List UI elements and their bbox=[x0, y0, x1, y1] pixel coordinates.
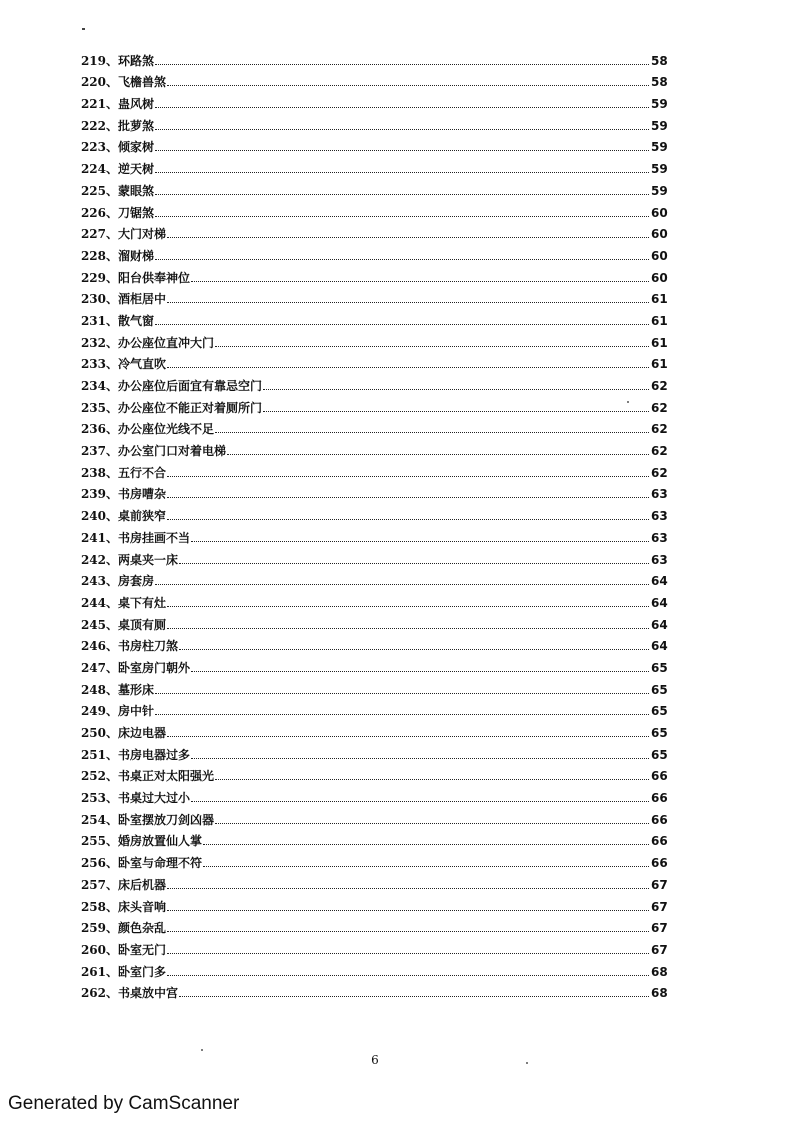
toc-entry-number: 253、 bbox=[80, 791, 118, 806]
toc-entry-title: 墓形床 bbox=[118, 682, 155, 697]
toc-entry-number: 225、 bbox=[80, 183, 118, 198]
toc-entry-number: 220、 bbox=[80, 75, 118, 90]
toc-entry-page: 65 bbox=[651, 747, 668, 762]
toc-entry[interactable] bbox=[0, 285, 793, 307]
toc-entry-page: 62 bbox=[651, 400, 668, 415]
toc-entry-title: 书桌正对太阳强光 bbox=[118, 769, 215, 784]
toc-entry-title: 书桌放中宫 bbox=[118, 986, 179, 1001]
toc-entry-title: 卧室门多 bbox=[118, 964, 167, 979]
toc-dot-leader bbox=[167, 628, 649, 629]
toc-entry-number: 221、 bbox=[80, 97, 118, 112]
toc-dot-leader bbox=[167, 910, 649, 911]
toc-entry[interactable] bbox=[0, 935, 793, 957]
toc-entry-page: 64 bbox=[651, 639, 668, 654]
toc-entry-number: 234、 bbox=[80, 379, 118, 393]
page-number: 6 bbox=[371, 1053, 379, 1067]
toc-entry[interactable] bbox=[0, 914, 793, 936]
toc-entry[interactable] bbox=[0, 762, 793, 784]
toc-dot-leader bbox=[167, 497, 649, 498]
toc-entry-title: 批萝煞 bbox=[118, 118, 155, 133]
toc-entry[interactable] bbox=[0, 610, 793, 632]
toc-entry-title: 刀锯煞 bbox=[118, 205, 155, 220]
toc-entry-number: 260、 bbox=[80, 942, 118, 957]
toc-entry[interactable] bbox=[0, 805, 793, 827]
toc-entry-title: 桌下有灶 bbox=[118, 595, 167, 610]
toc-entry-number: 251、 bbox=[80, 747, 118, 762]
toc-dot-leader bbox=[167, 302, 649, 303]
toc-entry-title: 酒柜居中 bbox=[118, 292, 167, 307]
toc-entry-number: 237、 bbox=[80, 444, 118, 459]
toc-entry-title: 房中针 bbox=[118, 704, 155, 719]
toc-dot-leader bbox=[215, 823, 649, 824]
toc-entry-number: 222、 bbox=[80, 118, 118, 133]
toc-entry[interactable] bbox=[0, 220, 793, 242]
toc-entry-number: 230、 bbox=[80, 292, 118, 307]
toc-entry[interactable] bbox=[0, 523, 793, 545]
toc-entry-page: 58 bbox=[651, 53, 668, 68]
toc-entry-page: 64 bbox=[651, 574, 668, 589]
toc-entry-page: 59 bbox=[651, 140, 668, 155]
toc-dot-leader bbox=[167, 237, 649, 238]
toc-entry[interactable] bbox=[0, 263, 793, 285]
toc-entry-title: 卧室摆放刀剑凶器 bbox=[118, 812, 215, 827]
toc-entry-page: 59 bbox=[651, 162, 668, 177]
toc-entry-number: 226、 bbox=[80, 205, 118, 220]
toc-entry-title: 阳台供奉神位 bbox=[118, 270, 191, 285]
scan-speck bbox=[201, 1049, 203, 1051]
toc-dot-leader bbox=[203, 844, 649, 845]
toc-entry-number: 257、 bbox=[80, 877, 118, 892]
toc-dot-leader bbox=[227, 454, 649, 455]
toc-entry[interactable] bbox=[0, 501, 793, 523]
toc-dot-leader bbox=[155, 194, 649, 195]
toc-dot-leader bbox=[191, 758, 649, 759]
toc-entry-title: 卧室无门 bbox=[118, 942, 167, 957]
toc-entry[interactable] bbox=[0, 436, 793, 458]
toc-entry-page: 61 bbox=[651, 313, 668, 328]
toc-entry-title: 桌顶有厕 bbox=[118, 617, 167, 632]
toc-entry-number: 250、 bbox=[80, 726, 118, 740]
toc-entry-number: 261、 bbox=[80, 964, 118, 979]
toc-entry-number: 248、 bbox=[80, 682, 118, 697]
toc-entry[interactable] bbox=[0, 718, 793, 740]
toc-entry-title: 办公座位后面宜有靠忌空门 bbox=[118, 379, 263, 393]
toc-entry-page: 67 bbox=[651, 921, 668, 936]
toc-dot-leader bbox=[179, 649, 649, 650]
toc-entry-number: 249、 bbox=[80, 704, 118, 719]
toc-entry[interactable] bbox=[0, 371, 793, 393]
toc-dot-leader bbox=[215, 779, 649, 780]
toc-entry-title: 书房电器过多 bbox=[118, 747, 191, 762]
toc-dot-leader bbox=[191, 281, 649, 282]
toc-entry-page: 60 bbox=[651, 270, 668, 285]
toc-entry-number: 238、 bbox=[80, 465, 118, 480]
toc-entry-page: 64 bbox=[651, 617, 668, 632]
toc-entry-page: 61 bbox=[651, 292, 668, 307]
toc-entry[interactable] bbox=[0, 545, 793, 567]
toc-entry-page: 68 bbox=[651, 986, 668, 1001]
toc-entry-page: 63 bbox=[651, 509, 668, 524]
toc-entry-title: 书房柱刀煞 bbox=[118, 639, 179, 654]
toc-entry-title: 书桌过大过小 bbox=[118, 791, 191, 806]
toc-entry[interactable] bbox=[0, 306, 793, 328]
toc-dot-leader bbox=[155, 324, 649, 325]
toc-entry-title: 办公室门口对着电梯 bbox=[118, 444, 227, 459]
toc-entry[interactable] bbox=[0, 848, 793, 870]
toc-entry[interactable] bbox=[0, 740, 793, 762]
toc-entry[interactable] bbox=[0, 241, 793, 263]
toc-entry-page: 66 bbox=[651, 769, 668, 784]
toc-entry-page: 66 bbox=[651, 791, 668, 806]
toc-entry-number: 246、 bbox=[80, 639, 118, 654]
toc-entry-page: 63 bbox=[651, 530, 668, 545]
toc-entry-number: 256、 bbox=[80, 856, 118, 871]
toc-entry-number: 254、 bbox=[80, 812, 118, 827]
toc-entry[interactable] bbox=[0, 328, 793, 350]
toc-entry[interactable] bbox=[0, 111, 793, 133]
toc-dot-leader bbox=[215, 346, 649, 347]
toc-entry-page: 61 bbox=[651, 357, 668, 372]
toc-entry-page: 66 bbox=[651, 812, 668, 827]
toc-entry[interactable] bbox=[0, 154, 793, 176]
toc-dot-leader bbox=[263, 411, 649, 412]
toc-entry[interactable] bbox=[0, 653, 793, 675]
toc-entry-number: 252、 bbox=[80, 769, 118, 784]
toc-entry[interactable] bbox=[0, 393, 793, 415]
toc-entry-number: 227、 bbox=[80, 227, 118, 242]
scan-mark bbox=[82, 28, 85, 30]
toc-entry-page: 67 bbox=[651, 899, 668, 914]
toc-entry-title: 床头音响 bbox=[118, 899, 167, 914]
toc-dot-leader bbox=[167, 975, 649, 976]
toc-entry-title: 床边电器 bbox=[118, 726, 167, 740]
toc-entry-page: 65 bbox=[651, 726, 668, 740]
toc-entry-title: 颜色杂乱 bbox=[118, 921, 167, 936]
toc-entry-number: 241、 bbox=[80, 530, 118, 545]
toc-entry-number: 258、 bbox=[80, 899, 118, 914]
toc-entry-page: 62 bbox=[651, 379, 668, 393]
toc-entry[interactable] bbox=[0, 892, 793, 914]
toc-entry-page: 60 bbox=[651, 227, 668, 242]
toc-entry[interactable] bbox=[0, 870, 793, 892]
toc-entry-number: 245、 bbox=[80, 617, 118, 632]
toc-dot-leader bbox=[167, 519, 649, 520]
toc-dot-leader bbox=[191, 801, 649, 802]
toc-entry-page: 58 bbox=[651, 75, 668, 90]
toc-entry-page: 62 bbox=[651, 422, 668, 437]
toc-dot-leader bbox=[179, 996, 649, 997]
toc-entry-page: 62 bbox=[651, 444, 668, 459]
toc-dot-leader bbox=[167, 367, 649, 368]
toc-entry-title: 冷气直吹 bbox=[118, 357, 167, 372]
toc-entry-number: 235、 bbox=[80, 400, 118, 415]
toc-dot-leader bbox=[167, 606, 649, 607]
toc-entry[interactable] bbox=[0, 68, 793, 90]
toc-entry-number: 239、 bbox=[80, 487, 118, 502]
toc-dot-leader bbox=[155, 216, 649, 217]
table-of-contents bbox=[0, 46, 793, 1000]
toc-entry-page: 67 bbox=[651, 877, 668, 892]
toc-entry-page: 66 bbox=[651, 834, 668, 849]
toc-entry-title: 卧室房门朝外 bbox=[118, 660, 191, 675]
toc-entry-number: 262、 bbox=[80, 986, 118, 1001]
toc-entry-title: 倾家树 bbox=[118, 140, 155, 155]
toc-dot-leader bbox=[203, 866, 649, 867]
toc-entry-title: 蒙眼煞 bbox=[118, 183, 155, 198]
toc-entry-page: 61 bbox=[651, 335, 668, 350]
toc-entry[interactable] bbox=[0, 480, 793, 502]
toc-entry-page: 67 bbox=[651, 942, 668, 957]
toc-dot-leader bbox=[155, 107, 649, 108]
toc-entry-page: 60 bbox=[651, 205, 668, 220]
toc-entry-title: 房套房 bbox=[118, 574, 155, 589]
toc-entry-number: 228、 bbox=[80, 248, 118, 263]
toc-entry[interactable] bbox=[0, 89, 793, 111]
toc-dot-leader bbox=[155, 693, 649, 694]
toc-dot-leader bbox=[215, 432, 649, 433]
toc-entry-number: 229、 bbox=[80, 270, 118, 285]
toc-entry[interactable] bbox=[0, 783, 793, 805]
toc-entry-page: 64 bbox=[651, 595, 668, 610]
toc-dot-leader bbox=[155, 150, 649, 151]
toc-entry-title: 床后机器 bbox=[118, 877, 167, 892]
toc-entry-page: 68 bbox=[651, 964, 668, 979]
toc-dot-leader bbox=[167, 85, 649, 86]
toc-entry-number: 232、 bbox=[80, 335, 118, 350]
toc-dot-leader bbox=[167, 953, 649, 954]
toc-dot-leader bbox=[167, 931, 649, 932]
toc-entry-page: 65 bbox=[651, 660, 668, 675]
toc-entry-number: 236、 bbox=[80, 422, 118, 437]
toc-entry-number: 247、 bbox=[80, 660, 118, 675]
toc-entry-title: 飞檐兽煞 bbox=[118, 75, 167, 90]
toc-entry-title: 婚房放置仙人掌 bbox=[118, 834, 203, 849]
toc-dot-leader bbox=[155, 129, 649, 130]
toc-entry-number: 231、 bbox=[80, 313, 118, 328]
toc-entry-page: 65 bbox=[651, 682, 668, 697]
toc-entry-title: 办公座位光线不足 bbox=[118, 422, 215, 437]
toc-entry[interactable] bbox=[0, 675, 793, 697]
toc-entry-page: 59 bbox=[651, 183, 668, 198]
toc-entry-number: 243、 bbox=[80, 574, 118, 589]
toc-dot-leader bbox=[167, 476, 649, 477]
toc-entry-number: 244、 bbox=[80, 595, 118, 610]
toc-entry-title: 办公座位不能正对着厕所门 bbox=[118, 400, 263, 415]
toc-dot-leader bbox=[155, 259, 649, 260]
toc-entry-page: 59 bbox=[651, 97, 668, 112]
toc-entry-title: 逆天树 bbox=[118, 162, 155, 177]
toc-dot-leader bbox=[155, 64, 649, 65]
toc-entry[interactable] bbox=[0, 827, 793, 849]
toc-entry-title: 书房挂画不当 bbox=[118, 530, 191, 545]
toc-entry-title: 环路煞 bbox=[118, 53, 155, 68]
toc-entry-page: 66 bbox=[651, 856, 668, 871]
toc-entry[interactable] bbox=[0, 458, 793, 480]
toc-dot-leader bbox=[191, 541, 649, 542]
toc-entry-page: 63 bbox=[651, 487, 668, 502]
toc-dot-leader bbox=[179, 563, 649, 564]
toc-entry[interactable] bbox=[0, 588, 793, 610]
toc-entry-title: 桌前狭窄 bbox=[118, 509, 167, 524]
toc-entry[interactable] bbox=[0, 979, 793, 1001]
camscanner-watermark: Generated by CamScanner bbox=[8, 1093, 240, 1114]
toc-dot-leader bbox=[167, 888, 649, 889]
toc-entry-page: 63 bbox=[651, 552, 668, 567]
toc-entry[interactable] bbox=[0, 133, 793, 155]
toc-entry[interactable] bbox=[0, 567, 793, 589]
toc-entry-title: 五行不合 bbox=[118, 465, 167, 480]
toc-dot-leader bbox=[263, 389, 649, 390]
toc-entry-number: 223、 bbox=[80, 140, 118, 155]
toc-entry[interactable] bbox=[0, 176, 793, 198]
toc-entry-number: 255、 bbox=[80, 834, 118, 849]
toc-entry-number: 259、 bbox=[80, 921, 118, 936]
toc-dot-leader bbox=[155, 714, 649, 715]
toc-entry-number: 233、 bbox=[80, 357, 118, 372]
toc-entry-title: 书房嘈杂 bbox=[118, 487, 167, 502]
toc-entry-title: 大门对梯 bbox=[118, 227, 167, 242]
toc-entry-number: 240、 bbox=[80, 509, 118, 524]
toc-dot-leader bbox=[155, 584, 649, 585]
toc-entry[interactable] bbox=[0, 350, 793, 372]
toc-entry[interactable] bbox=[0, 957, 793, 979]
toc-entry-title: 散气窗 bbox=[118, 313, 155, 328]
toc-dot-leader bbox=[155, 172, 649, 173]
toc-entry-title: 卧室与命理不符 bbox=[118, 856, 203, 871]
toc-entry-number: 242、 bbox=[80, 552, 118, 567]
toc-entry-title: 两桌夹一床 bbox=[118, 552, 179, 567]
toc-entry[interactable] bbox=[0, 415, 793, 437]
toc-entry-page: 62 bbox=[651, 465, 668, 480]
toc-entry-title: 蛊风树 bbox=[118, 97, 155, 112]
toc-entry-number: 219、 bbox=[80, 53, 118, 68]
toc-dot-leader bbox=[191, 671, 649, 672]
toc-entry-title: 溜财梯 bbox=[118, 248, 155, 263]
toc-entry-number: 224、 bbox=[80, 162, 118, 177]
toc-entry[interactable] bbox=[0, 198, 793, 220]
toc-entry[interactable] bbox=[0, 697, 793, 719]
toc-entry-page: 65 bbox=[651, 704, 668, 719]
toc-entry-title: 办公座位直冲大门 bbox=[118, 335, 215, 350]
toc-entry-page: 60 bbox=[651, 248, 668, 263]
toc-entry[interactable] bbox=[0, 632, 793, 654]
toc-dot-leader bbox=[167, 736, 649, 737]
toc-entry-page: 59 bbox=[651, 118, 668, 133]
toc-entry[interactable] bbox=[0, 46, 793, 68]
